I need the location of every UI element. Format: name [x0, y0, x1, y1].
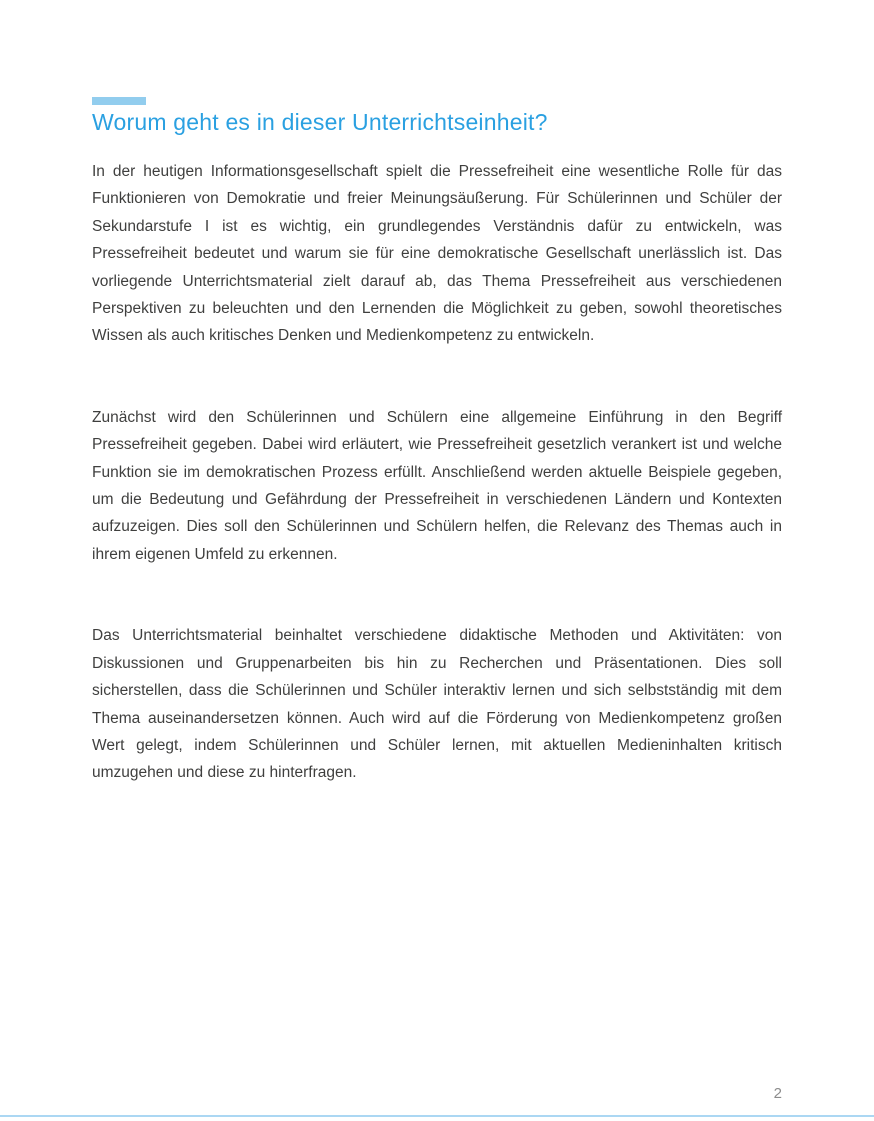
footer-divider — [0, 1115, 874, 1117]
page-number: 2 — [773, 1085, 782, 1102]
paragraph-einfuehrung: Zunächst wird den Schülerinnen und Schülern eine allgemeine Einführung in den Begriff Pressefreiheit gegeben. Dabei wird erläutert, wie Pressefreiheit gesetzlich verankert ist und welche Funktion sie im demokratischen Prozess erfüllt. Anschließend werden aktuelle Beispiele gegeben, um die Bedeutung und Gefährdung der Pressefreiheit in verschiedenen Ländern und Kontexten aufzuzeigen. Dies soll den Schülerinnen und Schülern helfen, die Relevanz des Themas auch in ihrem eigenen Umfeld zu erkennen. — [92, 408, 782, 563]
page-title: Worum geht es in dieser Unterrichtseinheit? — [92, 109, 548, 135]
paragraph-intro: In der heutigen Informationsgesellschaft spielt die Pressefreiheit eine wesentliche Rolle für das Funktionieren von Demokratie und freier Meinungsäußerung. Für Schülerinnen und Schüler der Sekundarstufe I ist es wichtig, ein grundlegendes Verständnis dafür zu entwickeln, was Pressefreiheit bedeutet und warum sie für eine demokratische Gesellschaft unerlässlich ist. Das vorliegende Unterrichtsmaterial zielt darauf ab, das Thema Pressefreiheit aus verschiedenen Perspektiven zu beleuchten und den Lernenden die Möglichkeit zu geben, sowohl theoretisches Wissen als auch kritisches Denken und Medienkompetenz zu entwickeln. — [92, 163, 782, 345]
body-content — [92, 158, 782, 841]
accent-bar — [92, 97, 146, 105]
paragraph-methoden: Das Unterrichtsmaterial beinhaltet verschiedene didaktische Methoden und Aktivitäten: von Diskussionen und Gruppenarbeiten bis hin zu Recherchen und Präsentationen. Dies soll sicherstellen, dass die Schülerinnen und Schüler interaktiv lernen und sich selbstständig mit dem Thema auseinandersetzen können. Auch wird auf die Förderung von Medienkompetenz großen Wert gelegt, indem Schülerinnen und Schüler lernen, mit aktuellen Medieninhalten kritisch umzugehen und diese zu hinterfragen. — [92, 627, 782, 782]
